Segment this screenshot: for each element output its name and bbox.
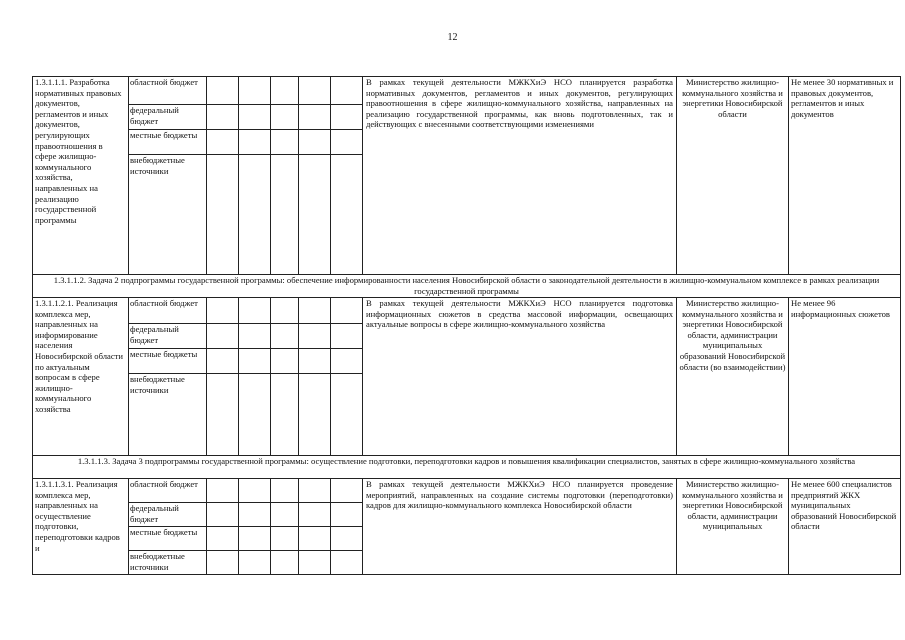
executor-cell: Министерство жилищно-коммунального хозяйства и энергетики Новосибирской области, администрации муниципальных образований Новосибирской области (во взаимодействии) bbox=[677, 298, 789, 456]
funding-source-extrabudgetary: внебюджетные источники bbox=[129, 155, 207, 275]
funding-source-regional: областной бюджет bbox=[129, 77, 207, 105]
measure-description-cell: В рамках текущей деятельности МЖКХиЭ НСО планируется разработка нормативных документов, регламентов и иных документов, регулирующих правоотношения в сфере жилищно-коммунального хозяйства, направленных на реализацию государственной программы, как вновь подготовленных, так и действующих с внесенными соответствующими изменениями bbox=[363, 77, 677, 275]
funding-source-local: местные бюджеты bbox=[129, 130, 207, 155]
funding-source-extrabudgetary: внебюджетные источники bbox=[129, 374, 207, 456]
funding-source-local: местные бюджеты bbox=[129, 349, 207, 374]
funding-source-federal: федеральный бюджет bbox=[129, 105, 207, 130]
expected-result-cell: Не менее 600 специалистов предприятий ЖКХ муниципальных образований Новосибирской области bbox=[789, 479, 901, 575]
task-header-row: 1.3.1.1.2. Задача 2 подпрограммы государственной программы: обеспечение информированности населения Новосибирской области о законодательной деятельности в жилищно-коммунальном комплексе в рамках реализации государственной программы bbox=[33, 275, 901, 298]
executor-cell: Министерство жилищно-коммунального хозяйства и энергетики Новосибирской области bbox=[677, 77, 789, 275]
task-header-row: 1.3.1.1.3. Задача 3 подпрограммы государственной программы: осуществление подготовки, переподготовки кадров и повышения квалификации специалистов, занятых в сфере жилищно-коммунального хозяйства bbox=[33, 456, 901, 479]
executor-cell: Министерство жилищно-коммунального хозяйства и энергетики Новосибирской области, администрации муниципальных bbox=[677, 479, 789, 575]
page-number: 12 bbox=[447, 32, 458, 43]
funding-source-regional: областной бюджет bbox=[129, 298, 207, 324]
funding-source-local: местные бюджеты bbox=[129, 527, 207, 551]
expected-result-cell: Не менее 30 нормативных и правовых документов, регламентов и иных документов bbox=[789, 77, 901, 275]
expected-result-cell: Не менее 96 информационных сюжетов bbox=[789, 298, 901, 456]
funding-source-federal: федеральный бюджет bbox=[129, 324, 207, 349]
measure-name-cell: 1.3.1.1.3.1. Реализация комплекса мер, направленных на осуществление подготовки, переподготовки кадров и bbox=[33, 479, 129, 575]
funding-source-extrabudgetary: внебюджетные источники bbox=[129, 551, 207, 575]
funding-source-regional: областной бюджет bbox=[129, 479, 207, 503]
funding-source-federal: федеральный бюджет bbox=[129, 503, 207, 527]
measure-name-cell: 1.3.1.1.1. Разработка нормативных правовых документов, регламентов и иных документов, регулирующих правоотношения в сфере жилищно-коммунального хозяйства, направленных на реализацию государственной программы bbox=[33, 77, 129, 275]
program-measures-table bbox=[32, 76, 901, 575]
measure-name-cell: 1.3.1.1.2.1. Реализация комплекса мер, направленных на информирование населения Новосибирской области по актуальным вопросам в сфере жилищно-коммунального хозяйства bbox=[33, 298, 129, 456]
measure-description-cell: В рамках текущей деятельности МЖКХиЭ НСО планируется подготовка информационных сюжетов в средства массовой информации, освещающих актуальные вопросы в сфере жилищно-коммунального хозяйства bbox=[363, 298, 677, 456]
measure-description-cell: В рамках текущей деятельности МЖКХиЭ НСО планируется проведение мероприятий, направленных на создание системы подготовки (переподготовки) кадров для жилищно-коммунального комплекса Новосибирской области bbox=[363, 479, 677, 575]
